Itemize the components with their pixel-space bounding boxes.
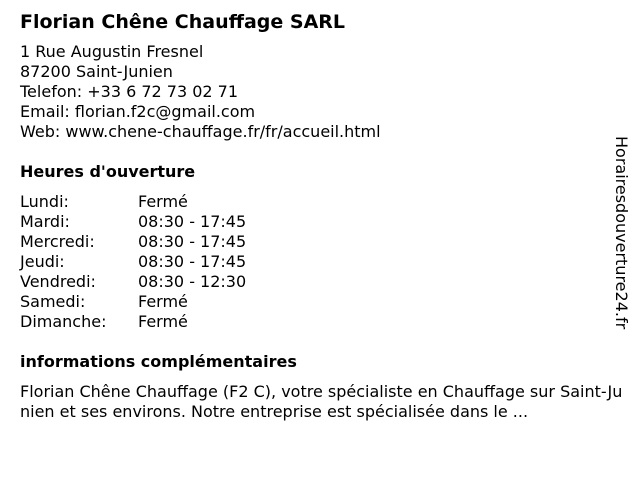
opening-hours-list <box>20 192 620 332</box>
phone-line: Telefon: +33 6 72 73 02 71 <box>20 82 239 101</box>
hours-row-wednesday <box>20 232 620 252</box>
business-name: Florian Chêne Chauffage SARL <box>20 11 346 33</box>
address-street: 1 Rue Augustin Fresnel <box>20 42 204 61</box>
time-value: 08:30 - 17:45 <box>138 212 247 231</box>
time-value: Fermé <box>138 192 188 211</box>
time-value: Fermé <box>138 312 188 331</box>
address-city: 87200 Saint-Junien <box>20 62 173 81</box>
time-value: Fermé <box>138 292 188 311</box>
time-value: 08:30 - 17:45 <box>138 252 247 271</box>
website-line: Web: www.chene-chauffage.fr/fr/accueil.html <box>20 122 381 141</box>
day-label: Jeudi: <box>20 252 65 271</box>
hours-row-saturday <box>20 292 620 312</box>
hours-row-thursday <box>20 252 620 272</box>
site-watermark-text: Horairesdouverture24.fr <box>612 136 631 330</box>
additional-info-text: Florian Chêne Chauffage (F2 C), votre spécialiste en Chauffage sur Saint-Junien et ses environs. Notre entreprise est spécialisée dans le ... <box>20 382 623 421</box>
day-label: Mercredi: <box>20 232 95 251</box>
time-value: 08:30 - 17:45 <box>138 232 247 251</box>
day-label: Mardi: <box>20 212 70 231</box>
hours-row-monday <box>20 192 620 212</box>
hours-row-sunday <box>20 312 620 332</box>
day-label: Lundi: <box>20 192 69 211</box>
opening-hours-title: Heures d'ouverture <box>20 162 196 181</box>
time-value: 08:30 - 12:30 <box>138 272 247 291</box>
hours-row-tuesday <box>20 212 620 232</box>
day-label: Dimanche: <box>20 312 107 331</box>
day-label: Vendredi: <box>20 272 96 291</box>
hours-row-friday <box>20 272 620 292</box>
additional-info-title: informations complémentaires <box>20 352 297 371</box>
day-label: Samedi: <box>20 292 86 311</box>
email-line: Email: florian.f2c@gmail.com <box>20 102 256 121</box>
